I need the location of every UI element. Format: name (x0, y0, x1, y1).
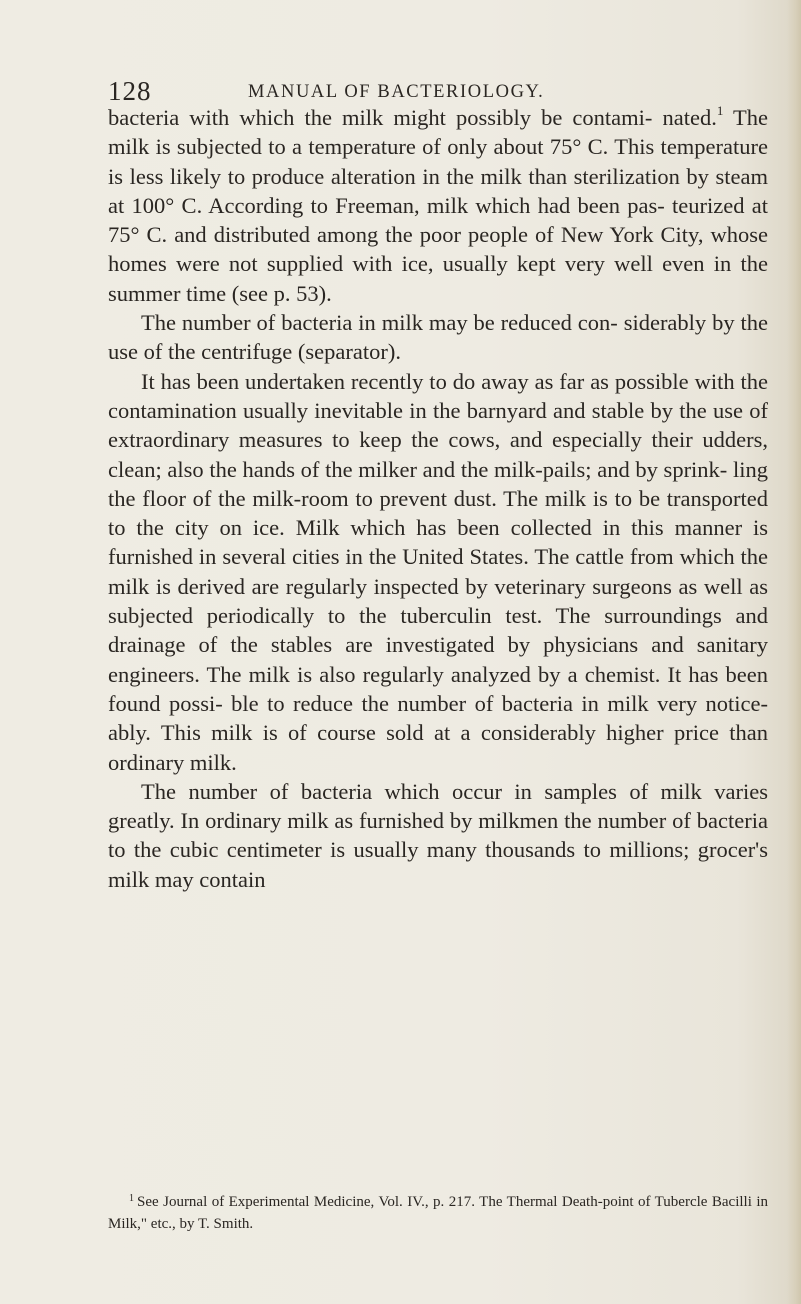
footnote-reference: 1 (716, 102, 724, 118)
paragraph-4: The number of bacteria which occur in samples of milk varies greatly. In ordinary milk as furnished by milkmen the number of bacteria to the cubic centimeter is usually many thousands to millions; grocer's milk may contain (108, 778, 768, 892)
page-edge-shadow (787, 0, 801, 1304)
page-number: 128 (108, 76, 152, 106)
footnote (108, 1192, 768, 1235)
footnote-text: See Journal of Experimental Medicine, Vol. IV., p. 217. The Thermal Death-point of Tubercle Bacilli in Milk," etc., by T. Smith. (108, 1194, 768, 1232)
paragraph-3: It has been undertaken recently to do away as far as possible with the contamination usually inevitable in the barnyard and stable by the use of extraordinary measures to keep the cows, and especially their udders, clean; also the hands of the milker and the milk-pails; and by sprink- ling the floor of the milk-room to prevent dust. The milk is to be transported to the city on ice. Milk which has been collected in this manner is furnished in several cities in the United States. The cattle from which the milk is derived are regularly inspected by veterinary surgeons as well as subjected periodically to the tuberculin test. The surroundings and drainage of the stables are investigated by physicians and sanitary engineers. The milk is also regularly analyzed by a chemist. It has been found possi- ble to reduce the number of bacteria in milk very notice- ably. This milk is of course sold at a considerably higher price than ordinary milk. (108, 368, 768, 775)
body-text (108, 103, 768, 894)
running-head: MANUAL OF BACTERIOLOGY. (248, 82, 545, 102)
paragraph-1-text-a: bacteria with which the milk might possibly be contami- nated. (108, 105, 717, 130)
paragraph-1-text-b: The milk is subjected to a temperature of only about 75° C. This temperature is less likely to produce alteration in the milk than sterilization by steam at 100° C. According to Freeman, milk which had been pas- teurized at 75° C. and distributed among the poor people of New York City, whose homes were not supplied with ice, usually kept very well even in the summer time (see p. 53). (108, 105, 768, 306)
paragraph-2: The number of bacteria in milk may be reduced con- siderably by the use of the centrifuge (separator). (108, 310, 768, 365)
paragraph-1 (108, 103, 768, 308)
footnote-marker: 1 (129, 1193, 134, 1204)
